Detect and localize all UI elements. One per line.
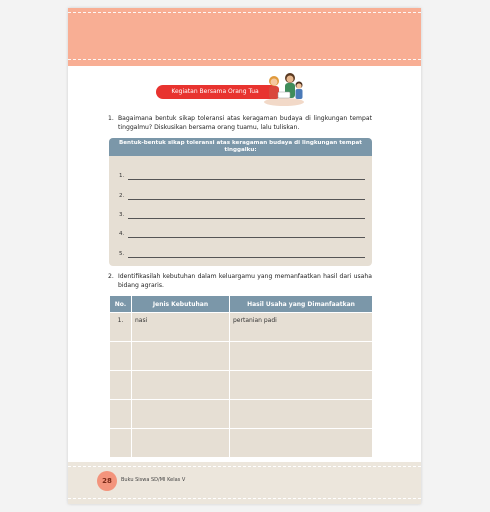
table-cell-jenis[interactable] [132, 371, 230, 400]
top-decorative-band [68, 8, 421, 66]
table-cell-hasil[interactable]: pertanian padi [230, 313, 373, 342]
answer-line-number: 3. [119, 212, 125, 218]
page-number: 28 [97, 471, 117, 491]
answer-line-number: 2. [119, 193, 125, 199]
table-cell-hasil[interactable] [230, 371, 373, 400]
column-header-hasil-usaha: Hasil Usaha yang Dimanfaatkan [230, 296, 373, 313]
table-cell-no[interactable] [110, 371, 132, 400]
table-row [110, 429, 373, 458]
activity-label: Kegiatan Bersama Orang Tua [156, 85, 274, 99]
table-cell-no[interactable] [110, 400, 132, 429]
table-row [110, 400, 373, 429]
book-title: Buku Siswa SD/MI Kelas V [121, 477, 186, 483]
bottom-dashed-line [68, 466, 421, 467]
activity-banner [156, 82, 304, 102]
question-1-text: Bagaimana bentuk sikap toleransi atas keragaman budaya di lingkungan tempat tinggalmu? Diskusikan bersama orang tuamu, lalu tuliskan. [118, 115, 372, 131]
bottom-dashed-line-lower [68, 498, 421, 499]
table-cell-hasil[interactable] [230, 342, 373, 371]
column-header-jenis-kebutuhan: Jenis Kebutuhan [132, 296, 230, 313]
question-2-text: Identifikasilah kebutuhan dalam keluargamu yang memanfaatkan hasil dari usaha bidang agraris. [118, 273, 372, 289]
answer-line-number: 4. [119, 231, 125, 237]
top-dashed-line-lower [68, 59, 421, 60]
answer-line-4[interactable] [119, 231, 365, 239]
table-row [110, 313, 373, 342]
tolerance-answer-box [109, 138, 372, 266]
book-page [68, 8, 421, 504]
answer-line-number: 5. [119, 251, 125, 257]
family-illustration-icon [262, 72, 306, 106]
table-cell-no[interactable] [110, 342, 132, 371]
table-cell-no[interactable]: 1. [110, 313, 132, 342]
answer-line-2[interactable] [119, 193, 365, 201]
table-cell-jenis[interactable] [132, 342, 230, 371]
table-header-row [110, 296, 373, 313]
table-cell-jenis[interactable]: nasi [132, 313, 230, 342]
answer-line-5[interactable] [119, 251, 365, 259]
table-cell-jenis[interactable] [132, 400, 230, 429]
table-cell-no[interactable] [110, 429, 132, 458]
question-1-number: 1. [108, 115, 114, 122]
bottom-decorative-band [68, 462, 421, 504]
answer-box-header: Bentuk-bentuk sikap toleransi atas keragaman budaya di lingkungan tempat tinggalku: [109, 138, 372, 156]
table-cell-jenis[interactable] [132, 429, 230, 458]
answer-line-1[interactable] [119, 173, 365, 181]
table-cell-hasil[interactable] [230, 400, 373, 429]
answer-line-number: 1. [119, 173, 125, 179]
table-row [110, 371, 373, 400]
question-2-number: 2. [108, 273, 114, 280]
needs-table [109, 295, 373, 458]
column-header-no: No. [110, 296, 132, 313]
table-row [110, 342, 373, 371]
table-cell-hasil[interactable] [230, 429, 373, 458]
top-dashed-line [68, 12, 421, 13]
answer-line-3[interactable] [119, 212, 365, 220]
